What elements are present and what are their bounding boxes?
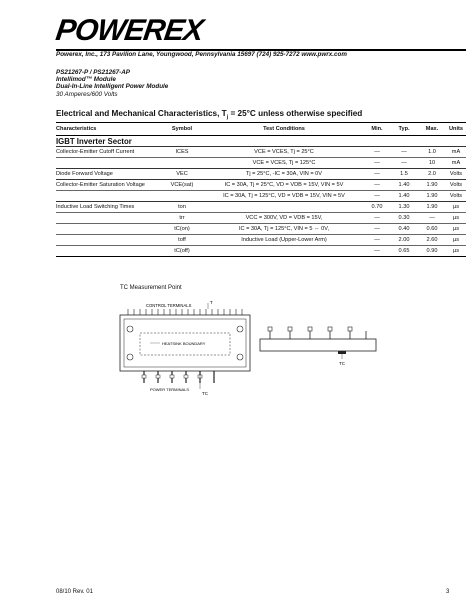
header-cell: Symbol: [160, 123, 204, 136]
table-cell-cond: Inductive Load (Upper-Lower Arm): [204, 235, 364, 246]
product-line1: Intellimod™ Module: [56, 76, 116, 84]
module-side-view: [260, 327, 376, 359]
control-terminals-label: CONTROL TERMINALS: [146, 303, 192, 308]
table-cell-char: [56, 246, 160, 257]
header-cell: Max.: [418, 123, 446, 136]
characteristics-table: [56, 122, 466, 257]
table-cell-typ: 0.30: [390, 213, 418, 224]
table-cell-max: 2.0: [418, 169, 446, 180]
table-cell-typ: —: [390, 147, 418, 158]
table-cell-char: Diode Forward Voltage: [56, 169, 160, 180]
footer-page-number: 3: [446, 589, 450, 595]
table-cell-typ: —: [390, 158, 418, 169]
table-row: [56, 213, 466, 224]
table-cell-max: 1.90: [418, 202, 446, 213]
figure-title: TC Measurement Point: [120, 285, 182, 291]
table-cell-sym: trr: [160, 213, 204, 224]
table-cell-min: —: [364, 147, 390, 158]
table-cell-char: [56, 235, 160, 246]
table-row: [56, 169, 466, 180]
table-cell-sym: VEC: [160, 169, 204, 180]
table-cell-min: —: [364, 213, 390, 224]
table-cell-typ: 1.40: [390, 191, 418, 202]
table-cell-cond: Tj = 25°C, -IC = 30A, VIN = 0V: [204, 169, 364, 180]
table-row: [56, 191, 466, 202]
company-logo: POWEREX: [53, 14, 205, 47]
table-cell-unit: Volts: [446, 169, 466, 180]
table-cell-sym: tC(off): [160, 246, 204, 257]
table-cell-char: Inductive Load Switching Times: [56, 202, 160, 213]
table-cell-cond: VCC = 300V, VD = VDB = 15V,: [204, 213, 364, 224]
table-cell-cond: [204, 246, 364, 257]
table-row: [56, 180, 466, 191]
part-numbers: PS21267-P / PS21267-AP: [56, 69, 130, 76]
table-row: [56, 147, 466, 158]
table-cell-sym: toff: [160, 235, 204, 246]
table-cell-max: 2.60: [418, 235, 446, 246]
product-line2: Dual-In-Line Intelligent Power Module: [56, 83, 169, 91]
table-cell-sym: [160, 158, 204, 169]
table-row: [56, 246, 466, 257]
table-cell-cond: [204, 202, 364, 213]
table-cell-typ: 2.00: [390, 235, 418, 246]
table-header-row: [56, 123, 466, 136]
table-cell-min: —: [364, 158, 390, 169]
table-cell-min: —: [364, 246, 390, 257]
table-cell-typ: 0.65: [390, 246, 418, 257]
table-cell-char: [56, 191, 160, 202]
table-cell-max: 0.60: [418, 224, 446, 235]
table-cell-max: 10: [418, 158, 446, 169]
tc-label-left: TC: [202, 391, 208, 396]
table-cell-char: Collector-Emitter Cutoff Current: [56, 147, 160, 158]
table-subheading: IGBT Inverter Sector: [56, 136, 466, 147]
product-rating: 30 Amperes/600 Volts: [56, 90, 118, 98]
table-cell-sym: tC(on): [160, 224, 204, 235]
table-cell-cond: VCE = VCES, Tj = 125°C: [204, 158, 364, 169]
table-cell-unit: µs: [446, 224, 466, 235]
table-cell-cond: IC = 30A, Tj = 125°C, VD = VDB = 15V, VIN = 5V: [204, 191, 364, 202]
table-cell-unit: µs: [446, 235, 466, 246]
table-cell-char: [56, 158, 160, 169]
table-cell-min: 0.70: [364, 202, 390, 213]
table-cell-max: 1.90: [418, 180, 446, 191]
table-cell-typ: 1.5: [390, 169, 418, 180]
tc-measurement-diagram: [100, 295, 390, 405]
table-cell-unit: Volts: [446, 180, 466, 191]
tc-label-right: TC: [339, 361, 345, 366]
header-cell: Test Conditions: [204, 123, 364, 136]
table-row: [56, 158, 466, 169]
table-cell-sym: ton: [160, 202, 204, 213]
table-cell-typ: 1.40: [390, 180, 418, 191]
table-cell-max: 1.90: [418, 191, 446, 202]
table-cell-sym: ICES: [160, 147, 204, 158]
table-cell-typ: 0.40: [390, 224, 418, 235]
table-cell-cond: IC = 30A, Tj = 125°C, VIN = 5 ⇔ 0V,: [204, 224, 364, 235]
product-block: [56, 69, 168, 98]
table-cell-typ: 1.30: [390, 202, 418, 213]
header-cell: Typ.: [390, 123, 418, 136]
table-cell-min: —: [364, 235, 390, 246]
table-cell-unit: mA: [446, 147, 466, 158]
table-cell-min: —: [364, 191, 390, 202]
table-cell-unit: µs: [446, 202, 466, 213]
table-row: [56, 235, 466, 246]
table-cell-unit: mA: [446, 158, 466, 169]
t-label: T: [210, 300, 213, 305]
table-cell-unit: µs: [446, 213, 466, 224]
table-cell-char: [56, 224, 160, 235]
table-cell-max: 1.0: [418, 147, 446, 158]
company-address: Powerex, Inc., 173 Pavilion Lane, Youngwood, Pennsylvania 15697 (724) 925-7272 www.pwrx.com: [56, 51, 347, 58]
header-cell: Units: [446, 123, 466, 136]
section-title: Electrical and Mechanical Characteristics, $T_j = 25^\circ C$ unless otherwise specified: [56, 109, 363, 121]
table-cell-sym: [160, 191, 204, 202]
table-cell-char: Collector-Emitter Saturation Voltage: [56, 180, 160, 191]
table-row: [56, 224, 466, 235]
table-cell-unit: Volts: [446, 191, 466, 202]
table-cell-unit: µs: [446, 246, 466, 257]
header-cell: Min.: [364, 123, 390, 136]
table-cell-max: —: [418, 213, 446, 224]
table-cell-cond: VCE = VCES, Tj = 25°C: [204, 147, 364, 158]
header-cell: Characteristics: [56, 123, 160, 136]
table-cell-max: 0.90: [418, 246, 446, 257]
table-cell-min: —: [364, 224, 390, 235]
table-row: [56, 202, 466, 213]
table-subheading-row: [56, 136, 466, 147]
table-cell-min: —: [364, 180, 390, 191]
table-cell-min: —: [364, 169, 390, 180]
footer-revision: 08/10 Rev. 01: [56, 589, 93, 595]
table-cell-sym: VCE(sat): [160, 180, 204, 191]
table-cell-char: [56, 213, 160, 224]
table-cell-cond: IC = 30A, Tj = 25°C, VD = VDB = 15V, VIN = 5V: [204, 180, 364, 191]
power-terminals-label: POWER TERMINALS: [150, 387, 190, 392]
heatsink-boundary-label: HEATSINK BOUNDARY: [162, 341, 206, 346]
module-top-view: [120, 303, 250, 389]
